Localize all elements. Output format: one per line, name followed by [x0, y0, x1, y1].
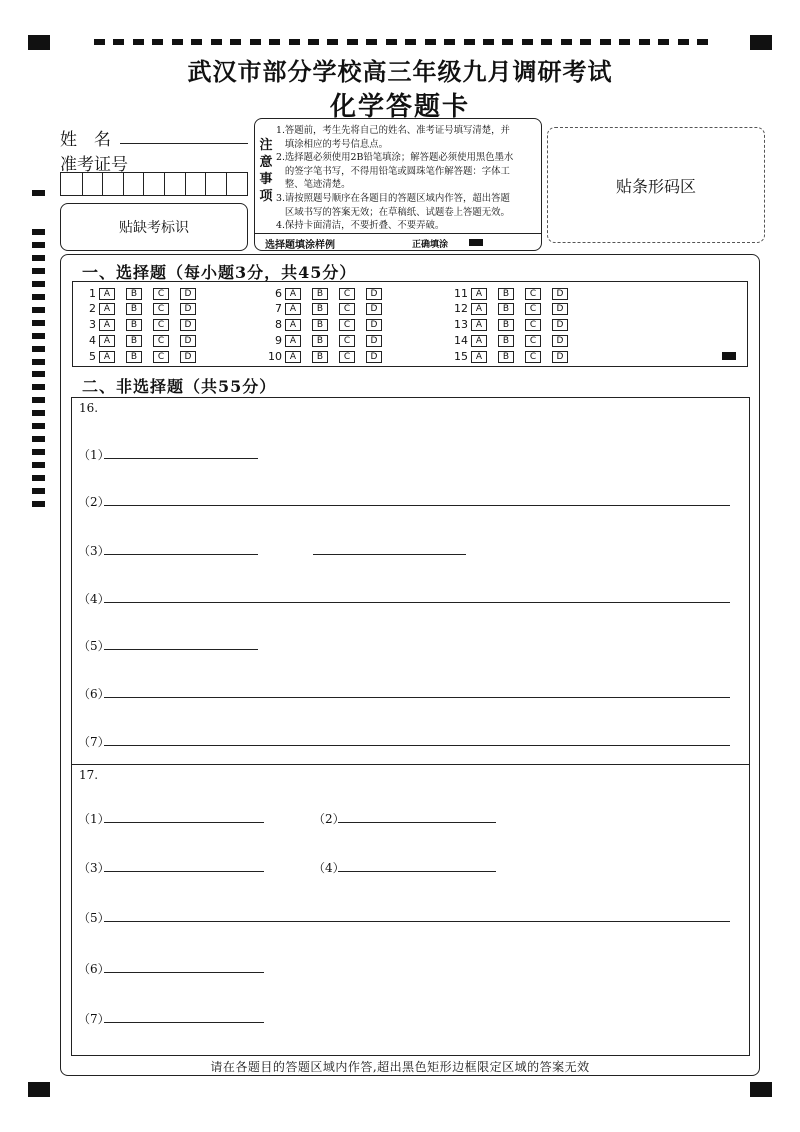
mc-question-row [262, 350, 393, 363]
exam-id-cell-divider [123, 173, 124, 195]
mc-option-bubble[interactable]: A [471, 303, 487, 315]
exam-id-cell-divider [82, 173, 83, 195]
notice-heading-char: 事 [259, 172, 273, 187]
q17-part6-line[interactable] [104, 972, 264, 973]
section1-title: 一、选择题（每小题3分，共45分） [82, 263, 357, 282]
mc-option-bubble[interactable]: B [312, 319, 328, 331]
corner-mark-top-right [750, 35, 772, 50]
mc-option-bubble[interactable]: D [552, 303, 568, 315]
footer-warning: 请在各题目的答题区域内作答,超出黑色矩形边框限定区域的答案无效 [210, 1060, 590, 1074]
mc-question-number: 6 [275, 287, 282, 300]
mc-option-bubble[interactable]: C [153, 319, 169, 331]
mc-question-row [262, 318, 393, 331]
mc-option-bubble[interactable]: C [339, 303, 355, 315]
mc-option-bubble[interactable]: D [552, 288, 568, 300]
section2-title: 二、非选择题（共55分） [82, 377, 277, 396]
timing-mark [211, 39, 222, 45]
mc-question-number: 8 [275, 318, 282, 331]
mc-option-bubble[interactable]: B [312, 335, 328, 347]
corner-mark-bottom-left [28, 1082, 50, 1097]
timing-mark [483, 39, 494, 45]
mc-option-bubble[interactable]: B [126, 303, 142, 315]
q17-part3-label: （3） [78, 861, 110, 875]
q17-part7-line[interactable] [104, 1022, 264, 1023]
notice-heading-char: 注 [259, 138, 273, 153]
q17-part6-label: （6） [78, 962, 110, 976]
exam-id-label: 准考证号 [60, 155, 128, 175]
timing-mark [32, 384, 45, 390]
timing-mark [32, 410, 45, 416]
q16-part6-line[interactable] [104, 697, 730, 698]
mc-question-number: 14 [454, 334, 468, 347]
mc-option-bubble[interactable]: C [153, 288, 169, 300]
mc-option-bubble[interactable]: D [366, 288, 382, 300]
timing-mark [619, 39, 630, 45]
timing-mark [580, 39, 591, 45]
timing-mark [32, 436, 45, 442]
mc-question-number: 12 [454, 302, 468, 315]
timing-mark [639, 39, 650, 45]
q16-part3-label: （3） [78, 544, 110, 558]
q17-part7-label: （7） [78, 1012, 110, 1026]
timing-mark [32, 423, 45, 429]
mc-option-bubble[interactable]: B [498, 351, 514, 363]
q17-part5-label: （5） [78, 911, 110, 925]
mc-option-bubble[interactable]: A [285, 303, 301, 315]
mc-option-bubble[interactable]: C [525, 351, 541, 363]
timing-mark [32, 475, 45, 481]
q16-part1-label: （1） [78, 448, 110, 462]
mc-option-bubble[interactable]: D [180, 288, 196, 300]
mc-question-number: 15 [454, 350, 468, 363]
mc-option-bubble[interactable]: B [312, 303, 328, 315]
mc-question-row [448, 287, 579, 300]
mc-option-bubble[interactable]: D [552, 351, 568, 363]
timing-mark [32, 359, 45, 365]
timing-mark [32, 242, 45, 248]
timing-mark [32, 307, 45, 313]
timing-mark [347, 39, 358, 45]
timing-mark [32, 501, 45, 507]
notice-heading-char: 项 [259, 189, 273, 204]
timing-mark [269, 39, 280, 45]
mc-question-number: 3 [89, 318, 96, 331]
timing-mark [32, 268, 45, 274]
q16-part2-line[interactable] [104, 505, 730, 506]
timing-mark [541, 39, 552, 45]
mc-option-bubble[interactable]: D [366, 335, 382, 347]
mc-question-number: 9 [275, 334, 282, 347]
mc-question-row [82, 318, 207, 331]
q17-part4-label: （4） [313, 861, 345, 875]
q17-part1-line[interactable] [104, 822, 264, 823]
mc-question-row [82, 302, 207, 315]
timing-mark [32, 371, 45, 377]
mc-option-bubble[interactable]: A [99, 319, 115, 331]
timing-mark [502, 39, 513, 45]
q17-part4-line[interactable] [338, 871, 496, 872]
timing-mark [464, 39, 475, 45]
timing-mark [172, 39, 183, 45]
q17-part5-line[interactable] [104, 921, 730, 922]
mc-question-row [262, 287, 393, 300]
notice-heading-char: 意 [259, 155, 273, 170]
mc-option-bubble[interactable]: D [366, 351, 382, 363]
mc-question-row [82, 334, 207, 347]
mc-option-bubble[interactable]: C [339, 335, 355, 347]
exam-title: 武汉市部分学校高三年级九月调研考试 [187, 57, 613, 86]
timing-mark [386, 39, 397, 45]
timing-mark [32, 281, 45, 287]
exam-id-cell-divider [185, 173, 186, 195]
q16-box [71, 397, 750, 765]
name-field[interactable] [120, 143, 248, 144]
q16-part3-line-b[interactable] [313, 554, 466, 555]
mc-question-number: 13 [454, 318, 468, 331]
fill-sample-label: 选择题填涂样例 [265, 240, 335, 251]
timing-mark [113, 39, 124, 45]
exam-id-cell-divider [226, 173, 227, 195]
mc-option-bubble[interactable]: B [126, 351, 142, 363]
mc-question-row [448, 350, 579, 363]
mc-option-bubble[interactable]: C [339, 319, 355, 331]
timing-mark [32, 255, 45, 261]
timing-mark [658, 39, 669, 45]
timing-mark [32, 229, 45, 235]
barcode-area-label: 贴条形码区 [615, 176, 696, 196]
timing-mark [405, 39, 416, 45]
q16-part6-label: （6） [78, 687, 110, 701]
q16-part7-line[interactable] [104, 745, 730, 746]
timing-mark [697, 39, 708, 45]
mc-question-row [448, 302, 579, 315]
timing-mark [32, 190, 45, 196]
mc-option-bubble[interactable]: B [126, 288, 142, 300]
mc-option-bubble[interactable]: A [285, 288, 301, 300]
q16-part2-label: （2） [78, 495, 110, 509]
timing-mark [230, 39, 241, 45]
timing-mark [32, 333, 45, 339]
mc-option-bubble[interactable]: B [498, 288, 514, 300]
q17-box [71, 765, 750, 1056]
mc-option-bubble[interactable]: B [126, 335, 142, 347]
mc-option-bubble[interactable]: C [339, 288, 355, 300]
mc-option-bubble[interactable]: D [366, 319, 382, 331]
q16-number: 16. [79, 401, 99, 415]
q17-part2-label: （2） [313, 812, 345, 826]
mc-option-bubble[interactable]: D [366, 303, 382, 315]
mc-option-bubble[interactable]: A [99, 288, 115, 300]
mc-option-bubble[interactable]: A [471, 319, 487, 331]
q16-part1-line[interactable] [104, 458, 258, 459]
mc-option-bubble[interactable]: D [552, 319, 568, 331]
mc-option-bubble[interactable]: C [525, 319, 541, 331]
timing-mark [191, 39, 202, 45]
timing-mark [32, 294, 45, 300]
exam-id-cell-divider [143, 173, 144, 195]
mc-option-bubble[interactable]: A [285, 351, 301, 363]
exam-id-cell-divider [102, 173, 103, 195]
mc-option-bubble[interactable]: D [180, 303, 196, 315]
q16-part4-line[interactable] [104, 602, 730, 603]
notice-divider [255, 233, 541, 234]
barcode-area[interactable] [547, 127, 765, 243]
mc-option-bubble[interactable]: A [285, 319, 301, 331]
mc-question-number: 2 [89, 302, 96, 315]
timing-mark [250, 39, 261, 45]
mc-option-bubble[interactable]: D [552, 335, 568, 347]
notice-box [254, 118, 542, 251]
mc-question-number: 5 [89, 350, 96, 363]
mc-option-bubble[interactable]: B [312, 288, 328, 300]
exam-id-cell-divider [205, 173, 206, 195]
correct-fill-sample [469, 239, 483, 246]
mc-option-bubble[interactable]: B [498, 319, 514, 331]
mc-option-bubble[interactable]: C [153, 351, 169, 363]
timing-mark [327, 39, 338, 45]
mc-option-bubble[interactable]: A [285, 335, 301, 347]
timing-mark [561, 39, 572, 45]
mc-option-bubble[interactable]: D [180, 319, 196, 331]
timing-mark [32, 462, 45, 468]
exam-id-grid[interactable] [60, 172, 248, 196]
mc-question-number: 10 [268, 350, 282, 363]
mc-question-number: 4 [89, 334, 96, 347]
name-label: 姓 名 [60, 130, 111, 150]
timing-mark [678, 39, 689, 45]
mc-question-number: 7 [275, 302, 282, 315]
timing-mark [366, 39, 377, 45]
timing-mark [425, 39, 436, 45]
mc-question-row [262, 334, 393, 347]
timing-mark [32, 449, 45, 455]
mc-question-row [448, 318, 579, 331]
q17-part1-label: （1） [78, 812, 110, 826]
card-title: 化学答题卡 [329, 92, 470, 122]
mc-option-bubble[interactable]: C [525, 335, 541, 347]
mc-option-bubble[interactable]: C [525, 288, 541, 300]
q16-part5-label: （5） [78, 639, 110, 653]
mc-question-row [82, 287, 207, 300]
corner-mark-bottom-right [750, 1082, 772, 1097]
mc-option-bubble[interactable]: A [99, 335, 115, 347]
q16-part3-line-a[interactable] [104, 554, 258, 555]
timing-mark [289, 39, 300, 45]
mc-option-bubble[interactable]: D [180, 351, 196, 363]
timing-mark [94, 39, 105, 45]
corner-mark-top-left [28, 35, 50, 50]
timing-mark [133, 39, 144, 45]
mc-option-bubble[interactable]: C [153, 335, 169, 347]
notice-text: 1.答题前，考生先将自己的姓名、准考证号填写清楚，并 填涂相应的考号信息点。 2.选择题必须使用2B铅笔填涂；解答题必须使用黑色墨水 的签字笔书写，不得用铅笔或圆珠笔作解答题：字体工 整、笔迹清楚。 3.请按照题号顺序在各题目的答题区域内作答，超出答题 区域书写的答案无效；在草稿纸、试题卷上答题无效。 4.保持卡面清洁，不要折叠、不要弄破。 [275, 125, 514, 232]
q17-number: 17. [79, 768, 99, 782]
mc-option-bubble[interactable]: A [471, 335, 487, 347]
mc-question-number: 11 [454, 287, 468, 300]
timing-mark [522, 39, 533, 45]
mc-question-row [448, 334, 579, 347]
notice-heading [259, 137, 273, 205]
timing-mark [600, 39, 611, 45]
timing-mark [32, 346, 45, 352]
mc-question-row [82, 350, 207, 363]
mc-question-number: 1 [89, 287, 96, 300]
mc-question-row [262, 302, 393, 315]
timing-mark [32, 488, 45, 494]
timing-mark [32, 320, 45, 326]
q17-part2-line[interactable] [338, 822, 496, 823]
mc-option-bubble[interactable]: B [498, 303, 514, 315]
mc-option-bubble[interactable]: C [525, 303, 541, 315]
mc-option-bubble[interactable]: B [126, 319, 142, 331]
mc-option-bubble[interactable]: D [180, 335, 196, 347]
mc-option-bubble[interactable]: A [99, 303, 115, 315]
mc-option-bubble[interactable]: B [312, 351, 328, 363]
q16-part4-label: （4） [78, 592, 110, 606]
q17-part3-line[interactable] [104, 871, 264, 872]
q16-part7-label: （7） [78, 735, 110, 749]
mc-option-bubble[interactable]: A [471, 351, 487, 363]
mc-option-bubble[interactable]: B [498, 335, 514, 347]
mc-option-bubble[interactable]: C [153, 303, 169, 315]
mc-option-bubble[interactable]: A [471, 288, 487, 300]
absent-sticker-label: 贴缺考标识 [119, 220, 189, 236]
absent-sticker-box[interactable] [60, 203, 248, 251]
exam-id-cell-divider [164, 173, 165, 195]
mc-option-bubble[interactable]: A [99, 351, 115, 363]
correct-fill-label: 正确填涂 [412, 240, 449, 250]
timing-mark [444, 39, 455, 45]
timing-mark [308, 39, 319, 45]
mc-option-bubble[interactable]: C [339, 351, 355, 363]
timing-mark [152, 39, 163, 45]
q16-part5-line[interactable] [104, 649, 258, 650]
timing-mark [32, 397, 45, 403]
